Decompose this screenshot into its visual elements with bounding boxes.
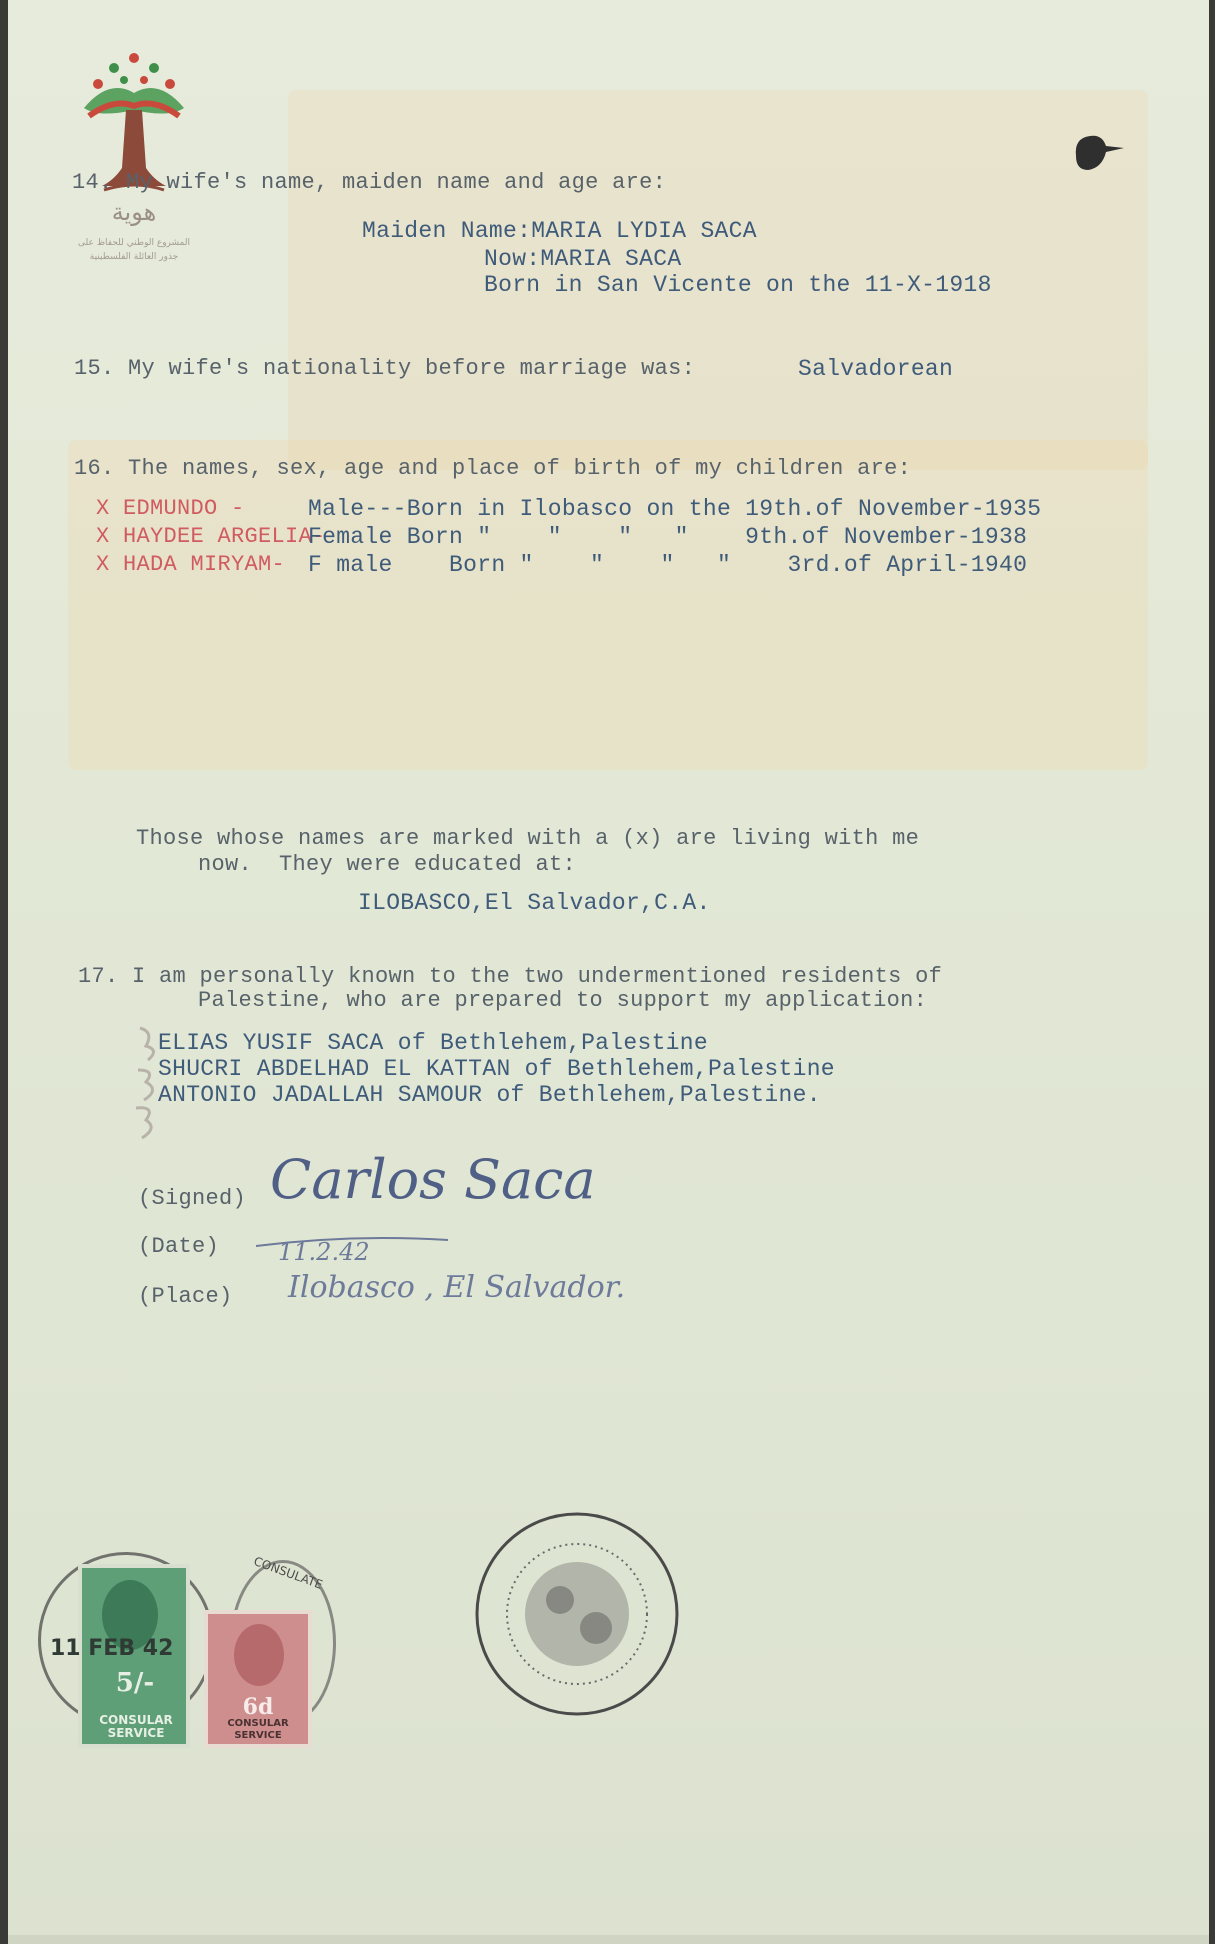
section-16-heading: 16. The names, sex, age and place of birth of my children are: xyxy=(74,456,912,481)
place-label: (Place) xyxy=(138,1284,233,1309)
postmark-date: 11 FEB 42 xyxy=(50,1636,174,1661)
child-name: X EDMUNDO - xyxy=(96,496,245,521)
king-portrait-icon xyxy=(234,1624,284,1686)
child-name: X HAYDEE ARGELIA- xyxy=(96,524,326,549)
consulate-ring-text: CONSULATE xyxy=(251,1554,325,1592)
section-17-line2: Palestine, who are prepared to support my application: xyxy=(198,988,928,1013)
place-value: Ilobasco , El Salvador. xyxy=(288,1270,626,1305)
wife-nationality: Salvadorean xyxy=(798,356,954,382)
red-consular-stamp xyxy=(204,1610,312,1748)
green-stamp-value: 5/- xyxy=(115,1668,155,1698)
wife-birth: Born in San Vicente on the 11-X-1918 xyxy=(484,272,992,298)
signature: Carlos Saca xyxy=(270,1148,596,1211)
date-label: (Date) xyxy=(138,1234,220,1259)
referee-item: SHUCRI ABDELHAD EL KATTAN of Bethlehem,Palestine xyxy=(158,1056,835,1082)
children-note-line2: now. They were educated at: xyxy=(198,852,577,877)
logo-arabic-line2: جذور العائلة الفلسطينية xyxy=(89,252,179,262)
document-page xyxy=(8,0,1209,1944)
date-value: 11.2.42 xyxy=(278,1238,370,1266)
red-stamp-caption: CONSULAR SERVICE xyxy=(227,1718,289,1741)
child-details: F male Born " " " " 3rd.of April-1940 xyxy=(308,552,1028,578)
child-details: Female Born " " " " 9th.of November-1938 xyxy=(308,524,1028,550)
green-stamp-caption: CONSULAR SERVICE xyxy=(99,1713,173,1740)
logo-arabic-line1: المشروع الوطني للحفاظ على xyxy=(77,238,190,248)
section-14-heading: 14. My wife's name, maiden name and age are: xyxy=(72,170,667,195)
section-15-text: 15. My wife's nationality before marriage was: xyxy=(74,356,696,381)
ink-blot-icon xyxy=(1070,128,1130,178)
heritage-logo xyxy=(64,48,204,278)
paper-stain xyxy=(68,440,1148,770)
child-details: Male---Born in Ilobasco on the 19th.of November-1935 xyxy=(308,496,1042,522)
paper-crease xyxy=(8,1935,1209,1944)
section-17-line1: 17. I am personally known to the two undermentioned residents of xyxy=(78,964,943,989)
referee-item: ANTONIO JADALLAH SAMOUR of Bethlehem,Palestine. xyxy=(158,1082,821,1108)
logo-arabic-title: هوية xyxy=(111,198,157,226)
referee-item: ELIAS YUSIF SACA of Bethlehem,Palestine xyxy=(158,1030,708,1056)
signed-label: (Signed) xyxy=(138,1186,247,1211)
children-note-line1: Those whose names are marked with a (x) are living with me xyxy=(136,826,920,851)
maiden-name: Maiden Name:MARIA LYDIA SACA xyxy=(362,218,757,244)
child-name: X HADA MIRYAM- xyxy=(96,552,286,577)
education-place: ILOBASCO,El Salvador,C.A. xyxy=(358,890,711,916)
current-name: Now:MARIA SACA xyxy=(484,246,682,272)
red-stamp-value: 6d xyxy=(242,1694,274,1720)
consulate-seal xyxy=(470,1510,684,1718)
